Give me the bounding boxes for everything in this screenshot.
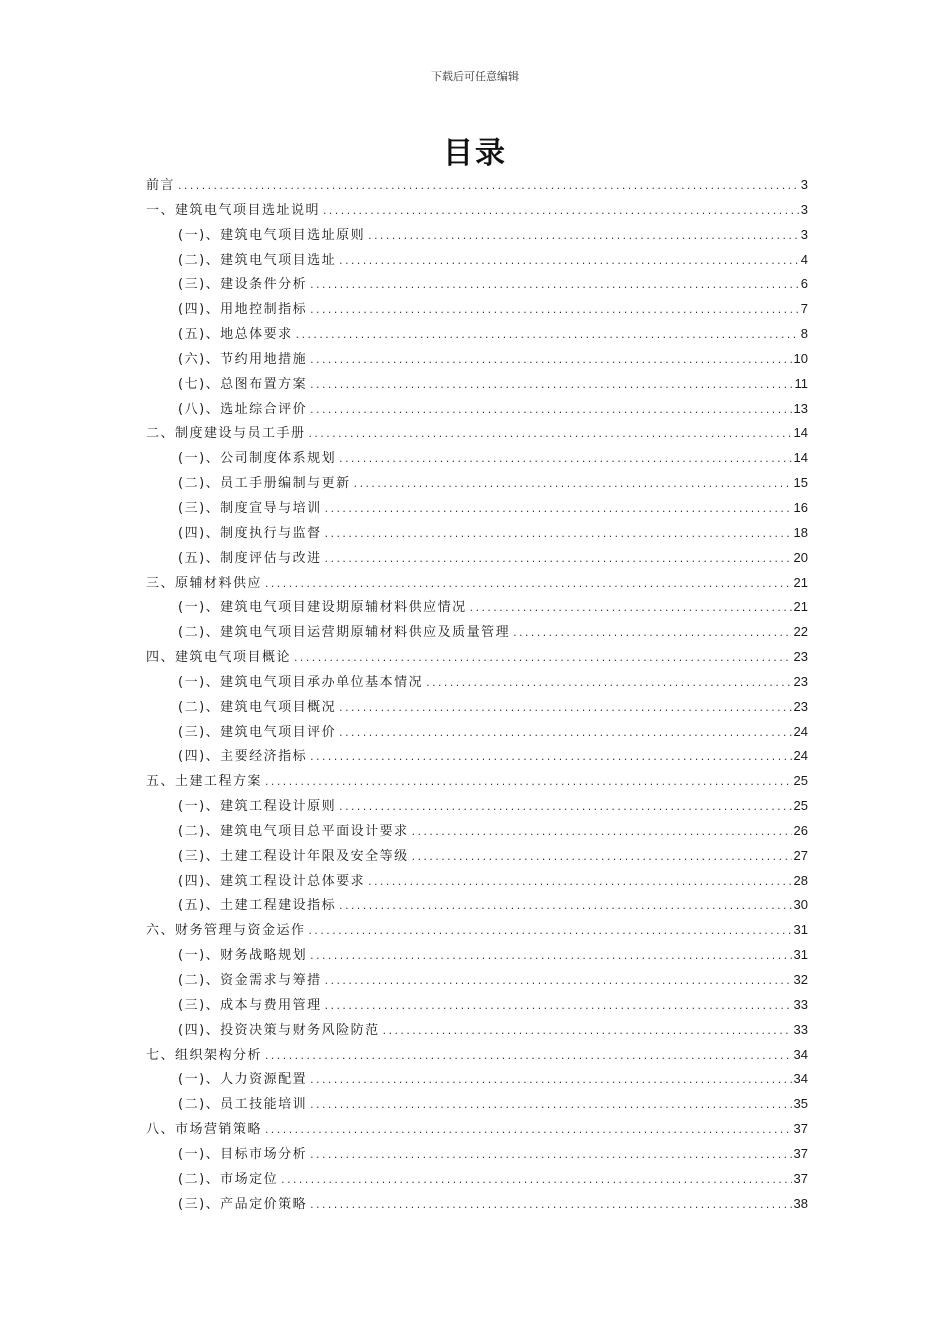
toc-entry-page-number: 21 <box>793 574 808 590</box>
toc-entry-page-number: 31 <box>793 947 808 963</box>
toc-dot-leader <box>309 406 791 416</box>
toc-entry[interactable] <box>146 273 808 298</box>
toc-entry-page-number: 13 <box>793 400 808 416</box>
toc-entry-page-number: 37 <box>793 1170 808 1186</box>
toc-entry-page-number: 15 <box>793 475 808 491</box>
toc-dot-leader <box>338 803 791 813</box>
toc-entry-label: (三)、产品定价策略 <box>178 1196 308 1212</box>
toc-entry[interactable] <box>146 770 808 795</box>
toc-entry-page-number: 16 <box>793 499 808 515</box>
toc-entry-page-number: 34 <box>793 1046 808 1062</box>
toc-dot-leader <box>264 1126 792 1136</box>
toc-entry[interactable] <box>146 820 808 845</box>
toc-entry-label: (六)、节约用地措施 <box>178 351 308 367</box>
toc-entry-label: (三)、建设条件分析 <box>178 277 308 293</box>
toc-entry[interactable] <box>146 249 808 274</box>
toc-entry[interactable] <box>146 323 808 348</box>
toc-entry-page-number: 14 <box>793 425 808 441</box>
toc-entry-label: 三、原辅材料供应 <box>146 575 263 591</box>
toc-dot-leader <box>338 729 791 739</box>
toc-entry-label: 八、市场营销策略 <box>146 1122 263 1138</box>
toc-dot-leader <box>338 704 791 714</box>
page-title: 目录 <box>443 136 507 171</box>
toc-entry[interactable] <box>146 795 808 820</box>
toc-entry-page-number: 21 <box>793 599 808 615</box>
toc-entry-label: (四)、用地控制指标 <box>178 302 308 318</box>
toc-entry[interactable] <box>146 919 808 944</box>
toc-dot-leader <box>264 778 792 788</box>
toc-entry-label: 四、建筑电气项目概论 <box>146 650 292 666</box>
toc-entry-label: (二)、资金需求与筹措 <box>178 973 322 988</box>
toc-entry-page-number: 37 <box>793 1145 808 1161</box>
toc-entry[interactable] <box>146 870 808 895</box>
toc-entry-page-number: 33 <box>793 996 808 1012</box>
toc-entry[interactable] <box>146 696 808 721</box>
toc-dot-leader <box>309 952 791 962</box>
toc-entry[interactable] <box>146 373 808 398</box>
toc-entry-page-number: 25 <box>793 773 808 789</box>
toc-entry[interactable] <box>146 845 808 870</box>
toc-dot-leader <box>338 257 799 267</box>
toc-dot-leader <box>425 679 791 689</box>
toc-entry-page-number: 30 <box>793 897 808 913</box>
toc-entry-label: (五)、土建工程建设指标 <box>178 898 337 914</box>
toc-entry-page-number: 3 <box>800 177 808 192</box>
toc-entry-page-number: 31 <box>793 922 808 938</box>
toc-dot-leader <box>309 1151 791 1161</box>
toc-dot-leader <box>309 1101 791 1111</box>
toc-entry-page-number: 6 <box>800 276 808 292</box>
toc-entry[interactable] <box>146 721 808 746</box>
toc-dot-leader <box>411 828 792 838</box>
toc-entry[interactable] <box>146 298 808 323</box>
toc-entry-label: (三)、土建工程设计年限及安全等级 <box>178 848 409 864</box>
toc-entry-label: 一、建筑电气项目选址说明 <box>146 202 321 218</box>
toc-entry-label: (二)、建筑电气项目选址 <box>178 252 337 268</box>
toc-entry[interactable] <box>146 348 808 373</box>
toc-entry-page-number: 10 <box>793 350 808 366</box>
toc-dot-leader <box>324 505 792 515</box>
toc-dot-leader <box>293 654 792 664</box>
toc-dot-leader <box>411 853 792 863</box>
toc-entry[interactable] <box>146 621 808 646</box>
toc-dot-leader <box>338 902 791 912</box>
toc-entry[interactable] <box>146 1143 808 1168</box>
toc-entry-page-number: 3 <box>800 226 808 242</box>
toc-entry[interactable] <box>146 646 808 671</box>
toc-entry[interactable] <box>146 994 808 1019</box>
toc-dot-leader <box>324 555 792 565</box>
toc-dot-leader <box>309 1201 791 1211</box>
toc-entry[interactable] <box>146 596 808 621</box>
toc-entry[interactable] <box>146 174 808 199</box>
toc-dot-leader <box>264 580 792 590</box>
toc-entry-label: 六、财务管理与资金运作 <box>146 923 306 939</box>
toc-dot-leader <box>264 1052 792 1062</box>
toc-entry[interactable] <box>146 572 808 597</box>
toc-entry-label: (一)、建筑电气项目选址原则 <box>178 227 366 243</box>
toc-entry[interactable] <box>146 199 808 224</box>
toc-entry-page-number: 26 <box>793 822 808 838</box>
toc-dot-leader <box>353 480 792 490</box>
toc-entry[interactable] <box>146 894 808 919</box>
toc-dot-leader <box>309 753 791 763</box>
table-of-contents <box>146 174 808 1217</box>
toc-entry-label: (二)、员工手册编制与更新 <box>178 476 351 492</box>
toc-entry-label: (三)、建筑电气项目评价 <box>178 724 337 740</box>
toc-entry[interactable] <box>146 447 808 472</box>
toc-entry-page-number: 37 <box>793 1121 808 1137</box>
toc-entry-page-number: 32 <box>793 972 808 987</box>
toc-entry[interactable] <box>146 1019 808 1044</box>
toc-entry-label: (四)、建筑工程设计总体要求 <box>178 873 366 889</box>
toc-entry[interactable] <box>146 1193 808 1218</box>
toc-entry-page-number: 23 <box>793 698 808 714</box>
toc-entry-page-number: 24 <box>793 748 808 764</box>
toc-entry-label: 二、制度建设与员工手册 <box>146 426 306 442</box>
toc-entry-page-number: 18 <box>793 524 808 540</box>
toc-entry-label: 七、组织架构分析 <box>146 1047 263 1063</box>
header-note: 下载后可任意编辑 <box>431 70 519 83</box>
toc-entry-page-number: 25 <box>793 798 808 814</box>
toc-entry-label: (二)、市场定位 <box>178 1171 279 1187</box>
toc-dot-leader <box>309 356 791 366</box>
toc-entry[interactable] <box>146 745 808 770</box>
toc-entry-page-number: 38 <box>793 1195 808 1211</box>
toc-entry-label: (七)、总图布置方案 <box>178 376 308 392</box>
toc-dot-leader <box>177 182 799 192</box>
toc-entry-label: (二)、建筑电气项目总平面设计要求 <box>178 823 409 839</box>
toc-entry[interactable] <box>146 472 808 497</box>
toc-entry[interactable] <box>146 547 808 572</box>
toc-entry-page-number: 14 <box>793 450 808 466</box>
toc-entry-label: (八)、选址综合评价 <box>178 401 308 417</box>
toc-entry[interactable] <box>146 969 808 994</box>
toc-entry[interactable] <box>146 398 808 423</box>
toc-entry-label: (五)、地总体要求 <box>178 327 293 343</box>
toc-entry[interactable] <box>146 671 808 696</box>
toc-entry[interactable] <box>146 1168 808 1193</box>
toc-entry-label: (四)、主要经济指标 <box>178 749 308 765</box>
toc-entry-label: (四)、制度执行与监督 <box>178 525 322 541</box>
toc-entry-label: (三)、成本与费用管理 <box>178 997 322 1013</box>
toc-entry-page-number: 7 <box>800 301 808 317</box>
toc-entry-page-number: 35 <box>793 1096 808 1112</box>
toc-dot-leader <box>308 927 792 937</box>
toc-entry-label: (一)、财务战略规划 <box>178 948 308 964</box>
toc-dot-leader <box>338 455 791 465</box>
toc-dot-leader <box>367 232 799 242</box>
toc-dot-leader <box>324 1002 792 1012</box>
toc-entry-page-number: 4 <box>800 251 808 267</box>
toc-entry-label: (一)、公司制度体系规划 <box>178 451 337 467</box>
toc-dot-leader <box>295 331 799 341</box>
toc-entry-page-number: 33 <box>793 1021 808 1037</box>
toc-dot-leader <box>309 306 799 316</box>
toc-entry-page-number: 23 <box>793 673 808 689</box>
toc-entry[interactable] <box>146 422 808 447</box>
toc-dot-leader <box>512 629 791 639</box>
toc-entry-label: (二)、员工技能培训 <box>178 1097 308 1113</box>
toc-entry-page-number: 3 <box>800 201 808 217</box>
toc-dot-leader <box>309 281 799 291</box>
toc-dot-leader <box>322 207 799 217</box>
toc-entry-label: (四)、投资决策与财务风险防范 <box>178 1022 380 1038</box>
toc-entry[interactable] <box>146 1044 808 1069</box>
toc-dot-leader <box>280 1176 791 1186</box>
toc-entry-label: 五、土建工程方案 <box>146 774 263 790</box>
toc-entry[interactable] <box>146 224 808 249</box>
toc-entry-label: 前言 <box>146 178 176 193</box>
toc-entry-label: (一)、目标市场分析 <box>178 1146 308 1162</box>
toc-entry-page-number: 20 <box>793 549 808 565</box>
toc-entry-page-number: 24 <box>793 723 808 739</box>
toc-entry-label: (二)、建筑电气项目概况 <box>178 699 337 715</box>
toc-entry[interactable] <box>146 1093 808 1118</box>
toc-entry-label: (一)、建筑工程设计原则 <box>178 799 337 815</box>
toc-entry[interactable] <box>146 522 808 547</box>
toc-dot-leader <box>382 1027 792 1037</box>
toc-entry[interactable] <box>146 944 808 969</box>
toc-entry[interactable] <box>146 497 808 522</box>
toc-entry-page-number: 23 <box>793 649 808 665</box>
toc-entry-label: (一)、人力资源配置 <box>178 1072 308 1088</box>
toc-dot-leader <box>324 530 792 540</box>
toc-entry[interactable] <box>146 1118 808 1143</box>
toc-entry-page-number: 28 <box>793 872 808 888</box>
toc-entry-label: (五)、制度评估与改进 <box>178 550 322 566</box>
toc-dot-leader <box>367 878 791 888</box>
toc-entry-page-number: 11 <box>794 375 808 391</box>
toc-entry-page-number: 8 <box>800 326 808 342</box>
toc-dot-leader <box>324 977 792 987</box>
toc-entry-page-number: 34 <box>793 1071 808 1087</box>
toc-dot-leader <box>308 430 792 440</box>
toc-dot-leader <box>469 604 792 614</box>
toc-entry-label: (一)、建筑电气项目建设期原辅材料供应情况 <box>178 600 467 616</box>
toc-dot-leader <box>309 1076 791 1086</box>
toc-entry[interactable] <box>146 1068 808 1093</box>
toc-entry-page-number: 22 <box>793 624 808 640</box>
toc-entry-label: (三)、制度宣导与培训 <box>178 500 322 516</box>
toc-entry-page-number: 27 <box>793 847 808 863</box>
toc-entry-label: (二)、建筑电气项目运营期原辅材料供应及质量管理 <box>178 625 511 641</box>
toc-entry-label: (一)、建筑电气项目承办单位基本情况 <box>178 674 424 690</box>
toc-dot-leader <box>309 381 792 391</box>
